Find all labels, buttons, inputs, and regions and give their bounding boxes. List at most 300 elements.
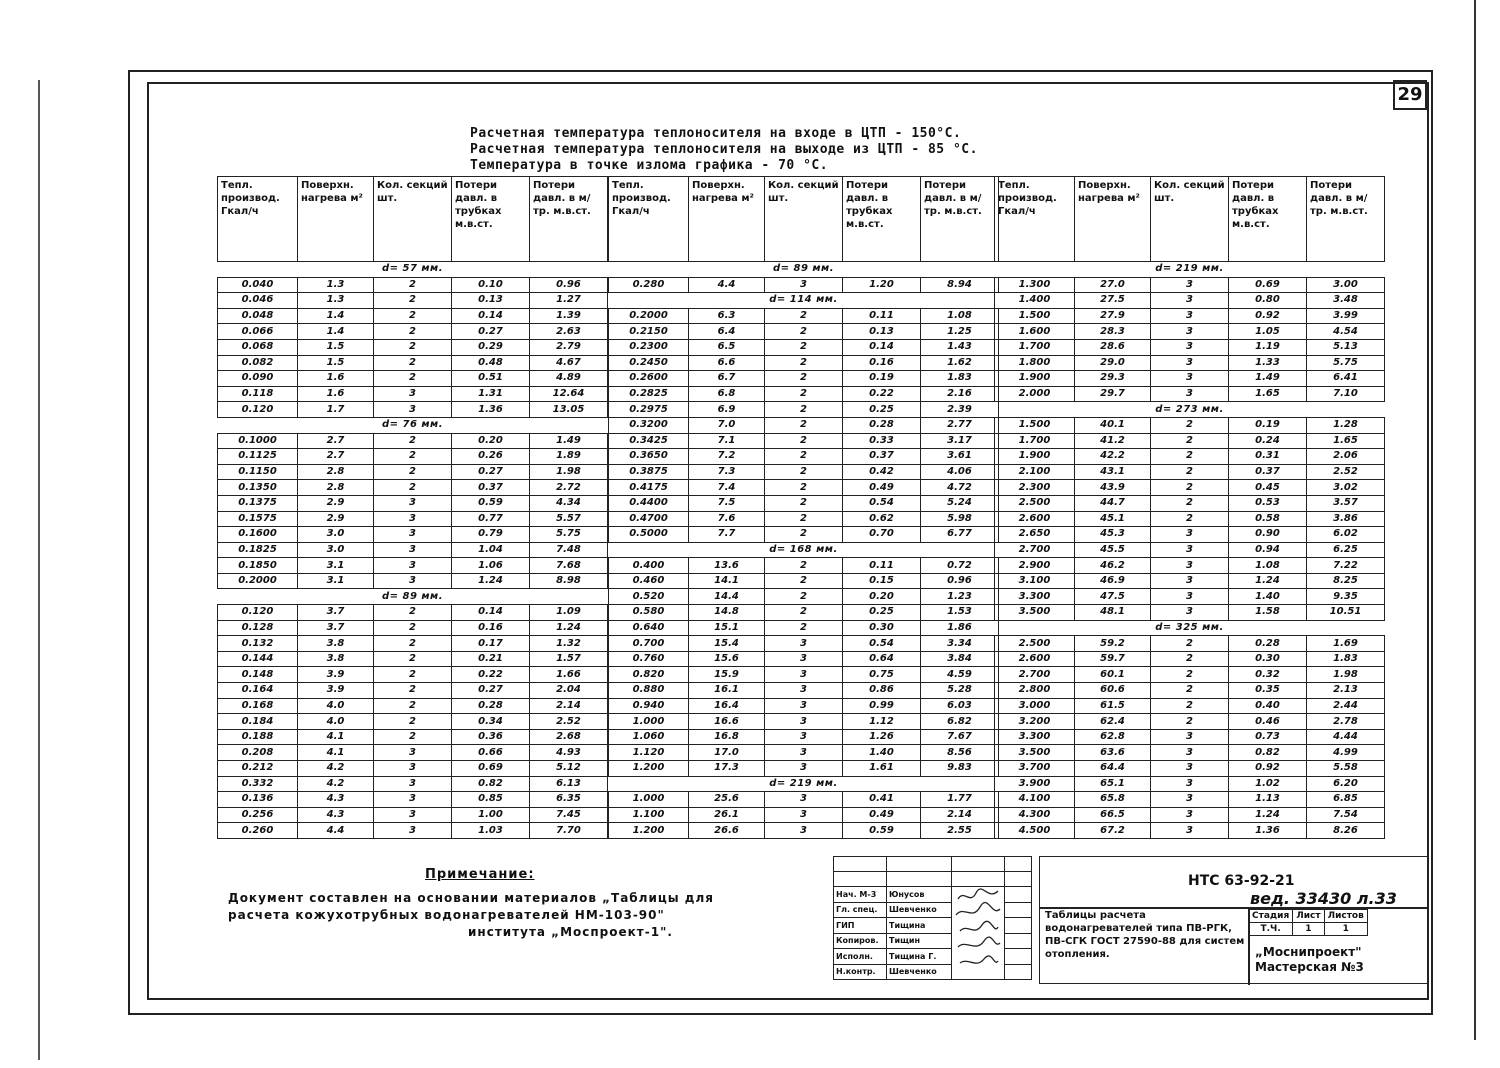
diameter-section-row	[609, 293, 999, 309]
table-cell: 2	[1151, 683, 1229, 699]
table-cell: 0.136	[218, 792, 298, 808]
table-row	[218, 636, 608, 652]
table-cell: 4.4	[298, 823, 374, 839]
table-cell: 0.2000	[609, 308, 689, 324]
table-cell: 48.1	[1075, 605, 1151, 621]
table-cell: 3.17	[921, 433, 999, 449]
table-cell: 4.72	[921, 480, 999, 496]
table-cell: 13.6	[689, 558, 765, 574]
sheets-header: Листов	[1324, 910, 1367, 923]
table-cell: 1.24	[452, 573, 530, 589]
table-cell: 1.24	[1229, 807, 1307, 823]
table-cell: 0.54	[843, 495, 921, 511]
table-cell: 4.34	[530, 495, 608, 511]
header-row	[218, 177, 608, 262]
table-cell: 25.6	[689, 792, 765, 808]
table-cell: 4.3	[298, 807, 374, 823]
table-cell: 6.85	[1307, 792, 1385, 808]
table-cell: 1.300	[995, 277, 1075, 293]
table-cell: 2	[1151, 480, 1229, 496]
table-cell: 26.6	[689, 823, 765, 839]
table-row	[609, 573, 999, 589]
table-cell: 3	[765, 698, 843, 714]
table-cell: 2.14	[921, 807, 999, 823]
table-cell: 3	[765, 667, 843, 683]
table-row	[995, 308, 1385, 324]
table-cell: 2	[1151, 433, 1229, 449]
table-cell: 0.1850	[218, 558, 298, 574]
table-cell: 3.9	[298, 683, 374, 699]
table-cell: 2.72	[530, 480, 608, 496]
table-cell: 0.30	[1229, 651, 1307, 667]
table-cell: 0.16	[843, 355, 921, 371]
table-cell: 17.3	[689, 761, 765, 777]
handwritten-signatures	[954, 887, 1002, 977]
table-cell: 2.06	[1307, 449, 1385, 465]
table-cell: 1.500	[995, 417, 1075, 433]
header-row	[995, 177, 1385, 262]
table-cell: 2	[374, 698, 452, 714]
table-cell: 6.82	[921, 714, 999, 730]
table-cell: 0.1350	[218, 480, 298, 496]
table-row	[995, 293, 1385, 309]
table-cell: 3	[374, 495, 452, 511]
table-row	[609, 355, 999, 371]
table-cell: 7.4	[689, 480, 765, 496]
table-cell: 2	[1151, 511, 1229, 527]
table-cell: 2	[765, 573, 843, 589]
table-cell: 6.35	[530, 792, 608, 808]
table-row	[609, 651, 999, 667]
table-cell: 10.51	[1307, 605, 1385, 621]
table-cell: 2.650	[995, 527, 1075, 543]
table-cell: 2.13	[1307, 683, 1385, 699]
table-cell: 0.92	[1229, 761, 1307, 777]
diameter-label: d= 76 мм.	[218, 417, 608, 433]
table-cell: 0.59	[843, 823, 921, 839]
table-cell: 1.39	[530, 308, 608, 324]
table-cell: 1.58	[1229, 605, 1307, 621]
table-cell: 6.03	[921, 698, 999, 714]
table-cell: 0.86	[843, 683, 921, 699]
table-cell: 6.02	[1307, 527, 1385, 543]
table-cell: 2	[1151, 667, 1229, 683]
table-cell: 0.15	[843, 573, 921, 589]
column-header: Потери давл. в м/тр. м.в.ст.	[921, 177, 999, 262]
table-cell: 1.6	[298, 371, 374, 387]
table-cell: 3	[1151, 293, 1229, 309]
table-cell: 7.22	[1307, 558, 1385, 574]
table-cell: 2	[374, 605, 452, 621]
table-row	[218, 729, 608, 745]
diameter-section-row	[218, 262, 608, 278]
table-cell: 0.69	[1229, 277, 1307, 293]
table-row	[995, 527, 1385, 543]
table-row	[995, 511, 1385, 527]
table-cell: 0.880	[609, 683, 689, 699]
table-cell: 3.02	[1307, 480, 1385, 496]
table-cell: 1.400	[995, 293, 1075, 309]
table-cell: 3.0	[298, 542, 374, 558]
table-cell: 2	[374, 480, 452, 496]
table-block-3	[994, 176, 1385, 839]
table-row	[218, 761, 608, 777]
table-row	[995, 324, 1385, 340]
table-cell: 2	[1151, 495, 1229, 511]
table-cell: 3	[1151, 355, 1229, 371]
table-cell: 0.32	[1229, 667, 1307, 683]
table-cell: 1.98	[530, 464, 608, 480]
table-cell: 0.25	[843, 605, 921, 621]
table-cell: 3	[765, 807, 843, 823]
title-line-outlet: Расчетная температура теплоносителя на выходе из ЦТП - 85 °С.	[470, 142, 978, 157]
table-cell: 6.3	[689, 308, 765, 324]
table-cell: 3.700	[995, 761, 1075, 777]
table-row	[218, 371, 608, 387]
table-cell: 0.11	[843, 308, 921, 324]
table-cell: 27.9	[1075, 308, 1151, 324]
table-cell: 8.25	[1307, 573, 1385, 589]
table-row	[609, 636, 999, 652]
table-cell: 0.128	[218, 620, 298, 636]
table-cell: 1.000	[609, 714, 689, 730]
table-row	[609, 792, 999, 808]
table-cell: 2.800	[995, 683, 1075, 699]
document-code: НТС 63-92-21	[1188, 873, 1295, 889]
table-row	[995, 636, 1385, 652]
table-cell: 2.68	[530, 729, 608, 745]
table-cell: 1.49	[530, 433, 608, 449]
table-cell: 14.8	[689, 605, 765, 621]
table-cell: 1.13	[1229, 792, 1307, 808]
table-cell: 0.4175	[609, 480, 689, 496]
table-row	[609, 511, 999, 527]
table-cell: 1.5	[298, 339, 374, 355]
table-cell: 0.046	[218, 293, 298, 309]
table-cell: 0.5000	[609, 527, 689, 543]
table-cell: 1.05	[1229, 324, 1307, 340]
table-cell: 0.16	[452, 620, 530, 636]
table-cell: 3	[765, 277, 843, 293]
table-cell: 0.40	[1229, 698, 1307, 714]
table-cell: 3	[374, 558, 452, 574]
table-cell: 0.41	[843, 792, 921, 808]
table-row	[609, 698, 999, 714]
table-cell: 0.69	[452, 761, 530, 777]
table-cell: 2	[374, 729, 452, 745]
table-row	[995, 729, 1385, 745]
column-header: Кол. секций шт.	[765, 177, 843, 262]
table-cell: 2.700	[995, 542, 1075, 558]
table-row	[995, 714, 1385, 730]
table-cell: 7.0	[689, 417, 765, 433]
diameter-label: d= 114 мм.	[609, 293, 999, 309]
table-cell: 0.2450	[609, 355, 689, 371]
table-cell: 65.1	[1075, 776, 1151, 792]
table-cell: 2	[765, 449, 843, 465]
table-cell: 3	[374, 776, 452, 792]
table-cell: 3.84	[921, 651, 999, 667]
table-cell: 3.1	[298, 573, 374, 589]
table-cell: 0.1125	[218, 449, 298, 465]
table-cell: 0.73	[1229, 729, 1307, 745]
scan-edge-left	[38, 80, 40, 1060]
table-cell: 2	[765, 355, 843, 371]
table-cell: 0.400	[609, 558, 689, 574]
table-cell: 0.53	[1229, 495, 1307, 511]
scan-edge-right	[1474, 0, 1476, 1040]
table-cell: 3.7	[298, 605, 374, 621]
diameter-label: d= 325 мм.	[995, 620, 1385, 636]
table-row	[218, 651, 608, 667]
table-cell: 1.7	[298, 402, 374, 418]
table-cell: 0.37	[1229, 464, 1307, 480]
table-cell: 0.2150	[609, 324, 689, 340]
table-cell: 1.5	[298, 355, 374, 371]
table-cell: 0.148	[218, 667, 298, 683]
table-row	[995, 417, 1385, 433]
table-cell: 3.61	[921, 449, 999, 465]
table-cell: 0.31	[1229, 449, 1307, 465]
table-cell: 1.24	[530, 620, 608, 636]
sheets-value: 1	[1324, 923, 1367, 936]
table-row	[995, 355, 1385, 371]
table-cell: 7.54	[1307, 807, 1385, 823]
table-cell: 1.19	[1229, 339, 1307, 355]
table-cell: 0.70	[843, 527, 921, 543]
diameter-label: d= 219 мм.	[609, 776, 999, 792]
table-cell: 3	[1151, 371, 1229, 387]
table-cell: 1.31	[452, 386, 530, 402]
table-cell: 0.460	[609, 573, 689, 589]
table-cell: 1.24	[1229, 573, 1307, 589]
stamp-main	[1039, 856, 1429, 984]
organization-workshop: Мастерская №3	[1255, 960, 1364, 974]
table-cell: 2.8	[298, 480, 374, 496]
table-cell: 2	[765, 402, 843, 418]
table-cell: 1.00	[452, 807, 530, 823]
table-cell: 3	[1151, 573, 1229, 589]
table-cell: 2.300	[995, 480, 1075, 496]
table-cell: 0.64	[843, 651, 921, 667]
table-row	[218, 449, 608, 465]
table-cell: 0.4700	[609, 511, 689, 527]
table-row	[609, 402, 999, 418]
table-row	[995, 371, 1385, 387]
table-cell: 2.77	[921, 417, 999, 433]
data-table-2	[608, 176, 999, 839]
table-row	[609, 464, 999, 480]
table-row	[995, 495, 1385, 511]
table-cell: 3.00	[1307, 277, 1385, 293]
sheet-number: 29	[1393, 80, 1427, 110]
table-cell: 0.3425	[609, 433, 689, 449]
table-cell: 3	[1151, 339, 1229, 355]
table-cell: 64.4	[1075, 761, 1151, 777]
table-row	[218, 573, 608, 589]
table-cell: 1.4	[298, 308, 374, 324]
table-cell: 3.9	[298, 667, 374, 683]
table-row	[218, 558, 608, 574]
column-header: Кол. секций шт.	[374, 177, 452, 262]
table-cell: 3.200	[995, 714, 1075, 730]
table-cell: 7.5	[689, 495, 765, 511]
table-row	[609, 714, 999, 730]
table-cell: 0.26	[452, 449, 530, 465]
table-row	[609, 480, 999, 496]
table-cell: 3.99	[1307, 308, 1385, 324]
table-cell: 2.500	[995, 636, 1075, 652]
table-cell: 3	[1151, 792, 1229, 808]
table-cell: 4.500	[995, 823, 1075, 839]
note-line: Документ составлен на основании материалов „Таблицы для	[228, 891, 714, 905]
table-cell: 28.6	[1075, 339, 1151, 355]
table-cell: 29.0	[1075, 355, 1151, 371]
table-row	[218, 495, 608, 511]
table-cell: 43.9	[1075, 480, 1151, 496]
table-cell: 29.3	[1075, 371, 1151, 387]
table-cell: 15.1	[689, 620, 765, 636]
table-cell: 2	[374, 620, 452, 636]
table-cell: 3	[1151, 823, 1229, 839]
table-cell: 4.300	[995, 807, 1075, 823]
table-cell: 2.55	[921, 823, 999, 839]
table-cell: 0.260	[218, 823, 298, 839]
table-cell: 0.132	[218, 636, 298, 652]
role-label: ГИП	[834, 918, 887, 934]
table-cell: 65.8	[1075, 792, 1151, 808]
table-cell: 0.37	[843, 449, 921, 465]
table-cell: 62.8	[1075, 729, 1151, 745]
table-cell: 7.10	[1307, 386, 1385, 402]
table-cell: 6.8	[689, 386, 765, 402]
table-cell: 9.35	[1307, 589, 1385, 605]
column-header: Тепл. производ. Гкал/ч	[218, 177, 298, 262]
table-cell: 15.4	[689, 636, 765, 652]
table-cell: 2	[374, 667, 452, 683]
table-cell: 0.27	[452, 324, 530, 340]
table-cell: 0.1825	[218, 542, 298, 558]
table-cell: 3.8	[298, 651, 374, 667]
table-cell: 63.6	[1075, 745, 1151, 761]
column-header: Кол. секций шт.	[1151, 177, 1229, 262]
table-cell: 5.57	[530, 511, 608, 527]
document-title: Таблицы расчета водонагревателей типа ПВ-РГК, ПВ-СГК ГОСТ 27590-88 для систем отопления.	[1045, 910, 1245, 960]
table-cell: 3	[1151, 729, 1229, 745]
table-cell: 0.14	[843, 339, 921, 355]
table-cell: 3	[374, 527, 452, 543]
table-row	[995, 480, 1385, 496]
diameter-section-row	[218, 417, 608, 433]
table-cell: 6.25	[1307, 542, 1385, 558]
table-cell: 0.2600	[609, 371, 689, 387]
table-cell: 0.820	[609, 667, 689, 683]
table-cell: 3.0	[298, 527, 374, 543]
table-cell: 0.1375	[218, 495, 298, 511]
table-cell: 1.200	[609, 761, 689, 777]
table-cell: 16.6	[689, 714, 765, 730]
table-cell: 0.48	[452, 355, 530, 371]
table-cell: 2	[374, 714, 452, 730]
table-row	[218, 776, 608, 792]
table-cell: 0.82	[452, 776, 530, 792]
table-cell: 0.082	[218, 355, 298, 371]
table-cell: 0.35	[1229, 683, 1307, 699]
table-cell: 0.332	[218, 776, 298, 792]
table-cell: 0.59	[452, 495, 530, 511]
table-cell: 1.89	[530, 449, 608, 465]
table-cell: 0.280	[609, 277, 689, 293]
table-cell: 0.20	[843, 589, 921, 605]
table-cell: 3	[374, 823, 452, 839]
table-cell: 1.060	[609, 729, 689, 745]
table-cell: 5.98	[921, 511, 999, 527]
table-cell: 0.4400	[609, 495, 689, 511]
table-cell: 2	[1151, 464, 1229, 480]
person-name: Тищина	[887, 918, 952, 934]
table-cell: 1.500	[995, 308, 1075, 324]
column-header: Поверхн. нагрева м²	[689, 177, 765, 262]
table-cell: 3.1	[298, 558, 374, 574]
table-cell: 0.940	[609, 698, 689, 714]
table-cell: 2.9	[298, 495, 374, 511]
column-header: Поверхн. нагрева м²	[298, 177, 374, 262]
table-cell: 0.120	[218, 605, 298, 621]
table-cell: 6.6	[689, 355, 765, 371]
table-cell: 1.3	[298, 277, 374, 293]
table-cell: 1.65	[1307, 433, 1385, 449]
role-label: Нач. М-3	[834, 887, 887, 903]
table-cell: 13.05	[530, 402, 608, 418]
diameter-label: d= 168 мм.	[609, 542, 999, 558]
table-cell: 4.99	[1307, 745, 1385, 761]
table-row	[995, 651, 1385, 667]
table-cell: 5.12	[530, 761, 608, 777]
table-cell: 1.02	[1229, 776, 1307, 792]
table-cell: 4.1	[298, 745, 374, 761]
table-cell: 6.7	[689, 371, 765, 387]
table-row	[609, 745, 999, 761]
table-block-1	[217, 176, 608, 839]
table-cell: 4.89	[530, 371, 608, 387]
person-name: Шевченко	[887, 902, 952, 918]
column-header: Потери давл. в м/тр. м.в.ст.	[530, 177, 608, 262]
table-cell: 61.5	[1075, 698, 1151, 714]
table-cell: 1.900	[995, 371, 1075, 387]
table-cell: 4.100	[995, 792, 1075, 808]
table-row	[218, 683, 608, 699]
table-row	[609, 527, 999, 543]
table-cell: 3	[374, 386, 452, 402]
table-cell: 3	[1151, 745, 1229, 761]
table-cell: 1.61	[843, 761, 921, 777]
table-cell: 66.5	[1075, 807, 1151, 823]
table-row	[609, 449, 999, 465]
table-cell: 0.94	[1229, 542, 1307, 558]
table-row	[995, 573, 1385, 589]
table-row	[995, 464, 1385, 480]
table-cell: 45.3	[1075, 527, 1151, 543]
table-row	[609, 308, 999, 324]
table-cell: 6.5	[689, 339, 765, 355]
table-cell: 0.3650	[609, 449, 689, 465]
table-cell: 4.93	[530, 745, 608, 761]
table-row	[218, 698, 608, 714]
table-cell: 3.48	[1307, 293, 1385, 309]
diameter-section-row	[609, 776, 999, 792]
table-cell: 4.2	[298, 776, 374, 792]
person-name: Юнусов	[887, 887, 952, 903]
